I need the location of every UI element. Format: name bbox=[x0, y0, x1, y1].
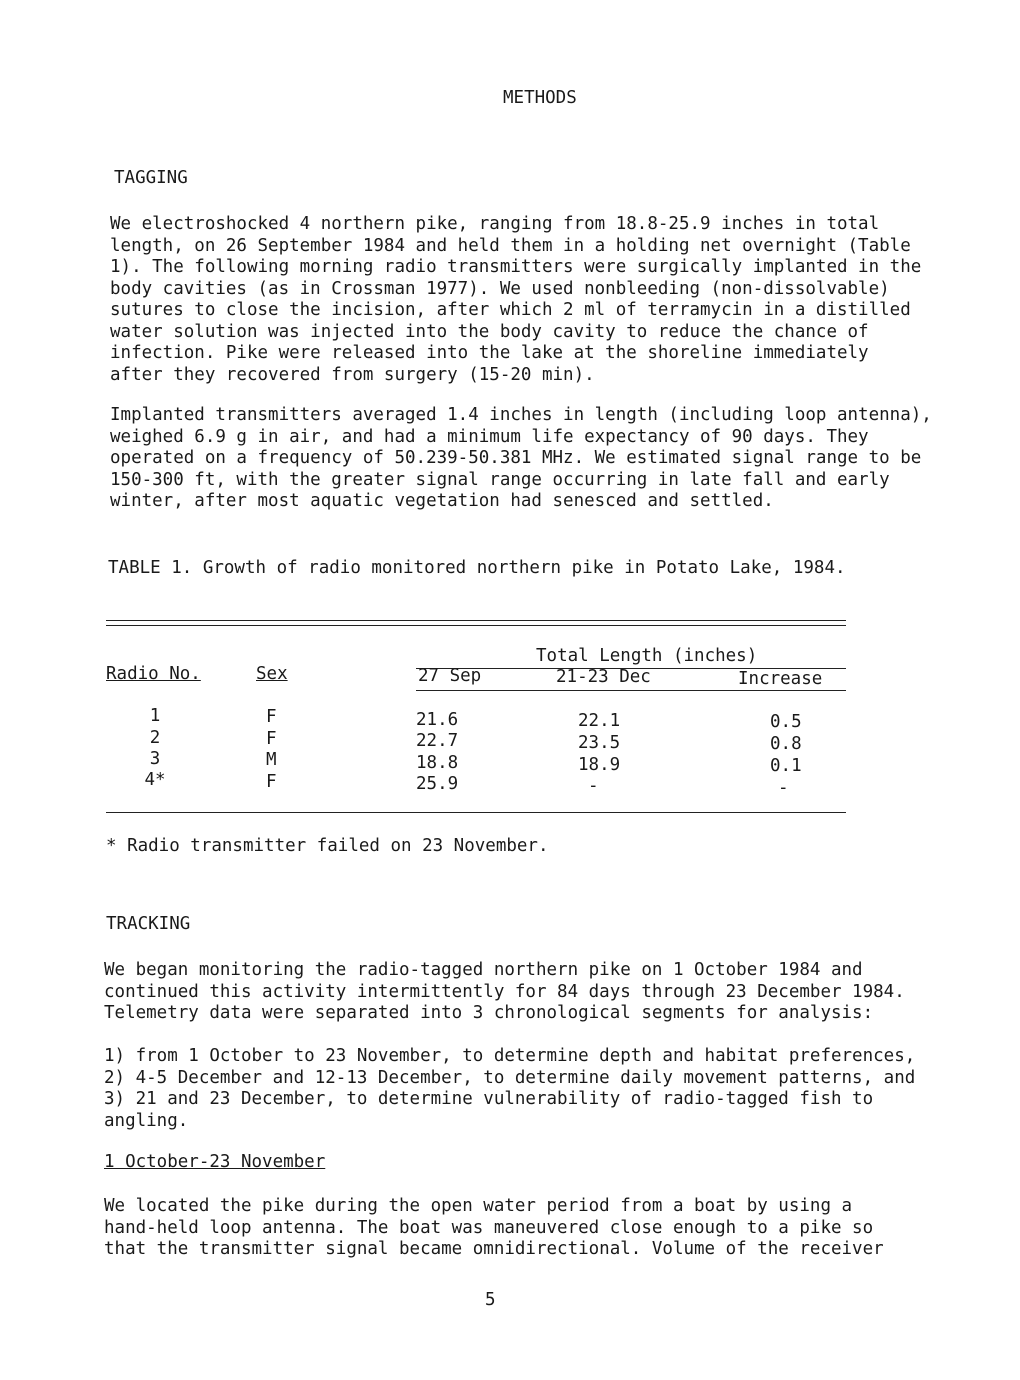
cell-dec: - bbox=[588, 776, 599, 796]
text-line: weighed 6.9 g in air, and had a minimum life expectancy of 90 days. They bbox=[110, 426, 869, 447]
table-footnote: * Radio transmitter failed on 23 November. bbox=[106, 836, 549, 856]
tagging-paragraph-2 bbox=[110, 405, 940, 513]
text-line: infection. Pike were released into the lake at the shoreline immediately bbox=[110, 343, 869, 363]
text-line: water solution was injected into the body cavity to reduce the chance of bbox=[110, 321, 869, 342]
col-header-sep: 27 Sep bbox=[418, 666, 482, 686]
cell-radio: 2 bbox=[149, 728, 161, 748]
cell-dec: 23.5 bbox=[578, 733, 621, 753]
tracking-paragraph-2 bbox=[104, 1046, 934, 1132]
cell-radio: 4* bbox=[144, 770, 166, 790]
table-caption: TABLE 1. Growth of radio monitored northern pike in Potato Lake, 1984. bbox=[108, 558, 846, 578]
cell-sep: 22.7 bbox=[416, 731, 459, 751]
table-bottom-rule bbox=[106, 812, 846, 813]
cell-sex: F bbox=[266, 772, 277, 792]
cell-inc: - bbox=[778, 778, 789, 798]
text-line: operated on a frequency of 50.239-50.381 MHz. We estimated signal range to be bbox=[110, 448, 922, 468]
text-line: angling. bbox=[104, 1110, 189, 1131]
table-top-rule bbox=[106, 620, 846, 621]
tracking-paragraph-1 bbox=[104, 960, 934, 1025]
tagging-paragraph-1 bbox=[110, 214, 940, 386]
group-header: Total Length (inches) bbox=[536, 646, 758, 666]
col-header-rule bbox=[416, 690, 846, 691]
cell-sep: 18.8 bbox=[416, 753, 459, 773]
text-line: body cavities (as in Crossman 1977). We used nonbleeding (non-dissolvable) bbox=[110, 278, 890, 299]
tracking-heading: TRACKING bbox=[106, 914, 191, 934]
cell-sex: F bbox=[266, 707, 277, 727]
text-line: 1). The following morning radio transmitters were surgically implanted in the bbox=[110, 257, 922, 277]
col-header-radio: Radio No. bbox=[106, 664, 201, 684]
page-title: METHODS bbox=[503, 88, 577, 108]
col-header-sex: Sex bbox=[256, 664, 288, 684]
text-line: 2) 4-5 December and 12-13 December, to determine daily movement patterns, and bbox=[104, 1067, 916, 1088]
cell-inc: 0.8 bbox=[770, 734, 802, 754]
text-line: Telemetry data were separated into 3 chronological segments for analysis: bbox=[104, 1003, 874, 1023]
cell-dec: 22.1 bbox=[578, 711, 621, 731]
cell-inc: 0.5 bbox=[770, 712, 802, 732]
tracking-subheading: 1 October-23 November bbox=[104, 1152, 326, 1172]
text-line: We located the pike during the open water period from a boat by using a bbox=[104, 1196, 853, 1216]
text-line: Implanted transmitters averaged 1.4 inches in length (including loop antenna), bbox=[110, 405, 932, 425]
cell-dec: 18.9 bbox=[578, 755, 621, 775]
text-line: sutures to close the incision, after which 2 ml of terramycin in a distilled bbox=[110, 300, 911, 320]
cell-radio: 3 bbox=[149, 749, 161, 769]
text-line: length, on 26 September 1984 and held them in a holding net overnight (Table bbox=[110, 235, 911, 256]
tagging-heading: TAGGING bbox=[114, 168, 188, 188]
text-line: after they recovered from surgery (15-20 min). bbox=[110, 364, 595, 385]
text-line: 1) from 1 October to 23 November, to determine depth and habitat preferences, bbox=[104, 1046, 916, 1066]
text-line: 150-300 ft, with the greater signal range occurring in late fall and early bbox=[110, 469, 890, 490]
col-header-dec: 21-23 Dec bbox=[556, 667, 651, 687]
col-header-inc: Increase bbox=[738, 669, 823, 689]
cell-sep: 25.9 bbox=[416, 774, 459, 794]
cell-inc: 0.1 bbox=[770, 756, 802, 776]
text-line: continued this activity intermittently for 84 days through 23 December 1984. bbox=[104, 981, 905, 1002]
text-line: 3) 21 and 23 December, to determine vulnerability of radio-tagged fish to bbox=[104, 1089, 874, 1109]
page-number: 5 bbox=[485, 1290, 496, 1310]
tracking-paragraph-3 bbox=[104, 1196, 934, 1261]
cell-sep: 21.6 bbox=[416, 710, 459, 730]
text-line: that the transmitter signal became omnidirectional. Volume of the receiver bbox=[104, 1239, 884, 1259]
text-line: hand-held loop antenna. The boat was maneuvered close enough to a pike so bbox=[104, 1217, 874, 1238]
table-top-rule-2 bbox=[106, 625, 846, 626]
text-line: winter, after most aquatic vegetation had senesced and settled. bbox=[110, 491, 774, 511]
text-line: We electroshocked 4 northern pike, ranging from 18.8-25.9 inches in total bbox=[110, 214, 880, 234]
text-line: We began monitoring the radio-tagged northern pike on 1 October 1984 and bbox=[104, 960, 863, 980]
cell-sex: F bbox=[266, 729, 277, 749]
cell-radio: 1 bbox=[149, 706, 161, 726]
cell-sex: M bbox=[266, 750, 277, 770]
